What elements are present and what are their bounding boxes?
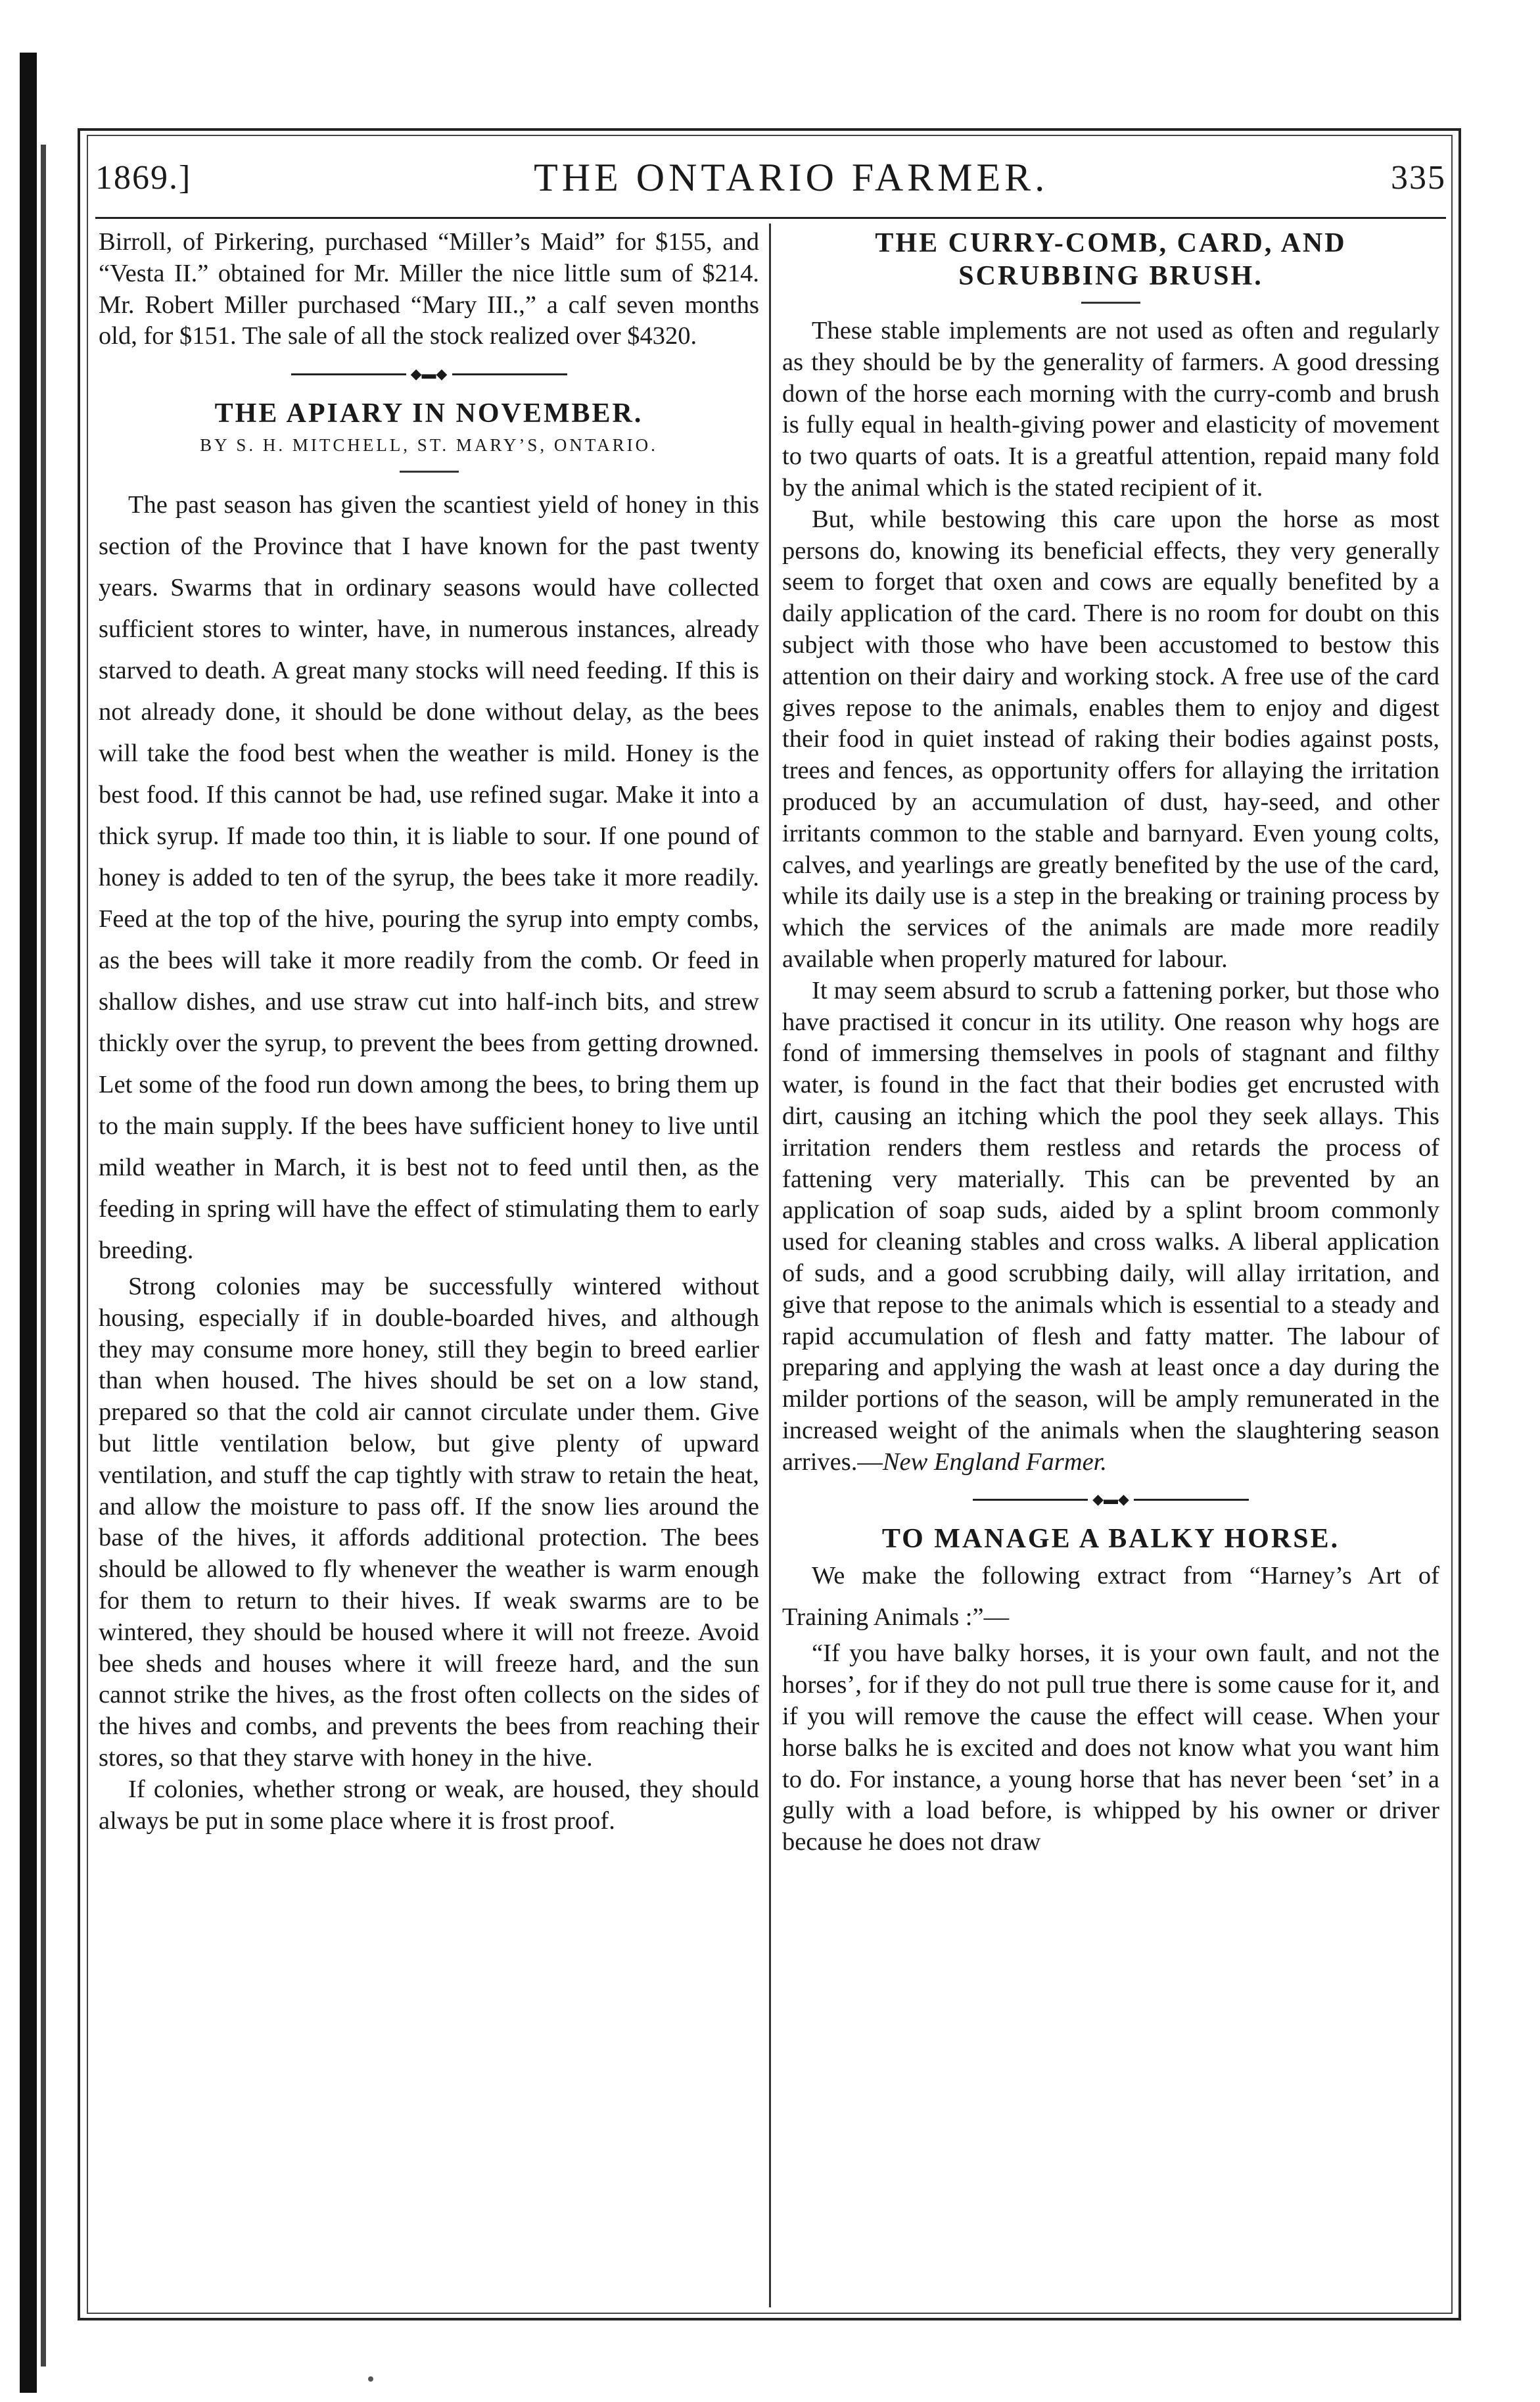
curry-comb-paragraph: These stable implements are not used as often and regularly as they should be by the generality of farmers. A good dressing down of the horse each morning with the curry-comb and brush is fully equal in health-giving power and elasticity of movement to two quarts of oats. It is a greatful attention, repaid many fold by the animal which is the stated recipient of it. <box>782 317 1439 502</box>
short-rule <box>400 471 459 473</box>
apiary-paragraph: If colonies, whether strong or weak, are housed, they should always be put in some place where it is frost proof. <box>99 1775 759 1835</box>
apiary-article-title: THE APIARY IN NOVEMBER. <box>214 398 643 429</box>
right-column <box>782 227 1439 1858</box>
curry-comb-paragraph <box>782 976 1439 1478</box>
continued-paragraph: Birroll, of Pirkering, purchased “Miller’s Maid” for $155, and “Vesta II.” obtained for Mr. Miller the nice little sum of $214. Mr. Robert Miller purchased “Mary III.,” a calf seven months old, for $151. The sale of all the stock realized over $4320. <box>99 228 759 350</box>
balky-horse-intro: We make the following extract from “Harney’s Art of Training Animals :”— <box>782 1562 1439 1632</box>
divider-ornament-icon: ◆▬◆ <box>1092 1491 1129 1508</box>
section-divider <box>973 1492 1249 1507</box>
source-attribution: New England Farmer. <box>882 1448 1108 1476</box>
page-number: 335 <box>1390 158 1446 197</box>
curry-comb-paragraph: But, while bestowing this care upon the horse as most persons do, knowing its beneficial effects, they very generally seem to forget that oxen and cows are equally benefited by a daily application of the card. There is no room for doubt on this subject with those who have been accustomed to bestow this attention on their dairy and working stock. A free use of the card gives repose to the animals, enables them to enjoy and digest their food in quiet instead of raking their bodies against posts, trees and fences, as opportunity offers for allaying the irritation produced by an accumulation of dust, hay-seed, and other irritants common to the stable and barnyard. Even young colts, calves, and yearlings are greatly benefited by the use of the card, while its daily use is a step in the breaking or training process by which the services of the animals are made more readily available when properly matured for labour. <box>782 505 1439 973</box>
divider-ornament-icon: ◆▬◆ <box>410 365 448 383</box>
balky-horse-article-title: TO MANAGE A BALKY HORSE. <box>881 1524 1340 1555</box>
left-column <box>99 227 759 1837</box>
apiary-paragraph: The past season has given the scantiest yield of honey in this section of the Province that I have known for the past twenty years. Swarms that in ordinary seasons would have collected sufficient stores to winter, have, in numerous instances, already starved to death. A great many stocks will need feeding. If this is not already done, it should be done without delay, as the bees will take the food best when the weather is mild. Honey is the best food. If this cannot be had, use refined sugar. Make it into a thick syrup. If made too thin, it is liable to sour. If one pound of honey is added to ten of the syrup, the bees take it more readily. Feed at the top of the hive, pouring the syrup into empty combs, as the bees will take it more readily from the comb. Or feed in shallow dishes, and use straw cut into half-inch bits, and strew thickly over the syrup, to prevent the bees from getting drowned. Let some of the food run down among the bees, to bring them up to the main supply. If the bees have sufficient honey to live until mild weather in March, it is best not to feed until then, as the feeding in spring will have the effect of stimulating them to early breeding. <box>99 490 759 1264</box>
apiary-article-byline: BY S. H. MITCHELL, ST. MARY’S, ONTARIO. <box>200 435 658 456</box>
apiary-paragraph: Strong colonies may be successfully wintered without housing, especially if in double-boarded hives, and although they may consume more honey, still they begin to breed earlier than when housed. The hives should be set on a low stand, prepared so that the cold air cannot circulate under them. Give but little ventilation below, but give plenty of upward ventilation, and stuff the cap tightly with straw to retain the heat, and allow the moisture to pass off. If the snow lies around the base of the hives, it affords additional protection. The bees should be allowed to fly whenever the weather is warm enough for them to return to their hives. If weak swarms are to be wintered, they should be housed where it will not freeze. Avoid bee sheds and houses where it will freeze hard, and the sun cannot strike the hives, as the frost often collects on the sides of the hives and combs, and prevents the bees from reaching their stores, so that they starve with honey in the hive. <box>99 1272 759 1772</box>
header-rule <box>95 217 1446 219</box>
binding-edge <box>20 53 37 2393</box>
page-header <box>95 141 1446 214</box>
column-divider <box>769 224 771 2307</box>
short-rule <box>1081 302 1140 304</box>
curry-comb-paragraph-text: It may seem absurd to scrub a fattening porker, but those who have practised it concur in its utility. One reason why hogs are fond of immersing themselves in pools of stagnant and filthy water, is found in the fact that their bodies get encrusted with dirt, causing an itching which the pool they seek allays. This irritation renders them restless and retards the process of fattening very materially. This can be prevented by an application of soap suds, aided by a splint broom commonly used for cleaning stables and cross walks. A liberal application of suds, and a good scrubbing daily, will allay irritation, and give that repose to the animals which is essential to a steady and rapid accumulation of flesh and fatty matter. The labour of preparing and applying the wash at least once a day during the milder portions of the season, will be amply remunerated in the increased weight of the animals when the slaughtering season arrives.— <box>782 976 1439 1476</box>
balky-horse-quote: “If you have balky horses, it is your own fault, and not the horses’, for if they do not pull true there is some cause for it, and if you will remove the cause the effect will cease. When your horse balks he is excited and does not know what you want him to do. For instance, a young horse that has never been ‘set’ in a gully with a load before, is whipped by his owner or driver because he does not draw <box>782 1639 1439 1856</box>
binding-shadow <box>41 145 46 2367</box>
curry-comb-article-title: THE CURRY-COMB, CARD, AND SCRUBBING BRUSH. <box>875 228 1347 291</box>
masthead-title: THE ONTARIO FARMER. <box>534 155 1049 199</box>
header-year: 1869.] <box>95 158 192 197</box>
print-speck <box>368 2376 373 2382</box>
section-divider <box>291 367 567 381</box>
